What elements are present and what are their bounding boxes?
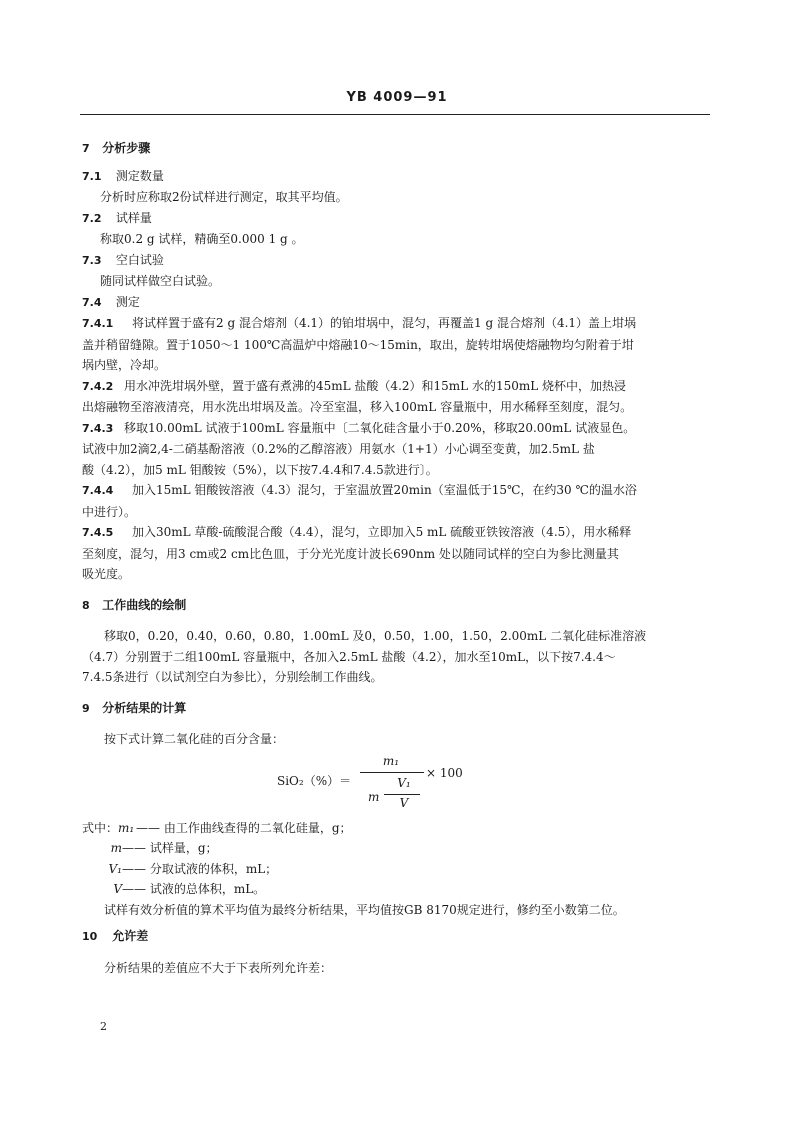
def-description: —— 分取试液的体积，mL； bbox=[122, 861, 278, 876]
section-9-heading bbox=[82, 698, 712, 720]
formula-times-100: × 100 bbox=[426, 765, 463, 780]
def-symbol: m bbox=[110, 841, 122, 855]
formula-v: V bbox=[399, 795, 409, 810]
document-body bbox=[82, 138, 712, 978]
def-description: —— 由工作曲线查得的二氧化硅量，g； bbox=[136, 820, 352, 835]
def-symbol: V₁ bbox=[108, 861, 122, 876]
formula-lhs: SiO₂（%）＝ bbox=[277, 773, 352, 788]
subsection-7-2-heading bbox=[82, 208, 712, 230]
definition-row bbox=[82, 859, 712, 880]
subsection-7-3-heading bbox=[82, 250, 712, 272]
subsection-7-4-1-line2: 盖并稍留缝隙。置于1050～1 100℃高温炉中熔融10～15min，取出，旋转坩埚使熔融物均匀附着于坩 bbox=[82, 337, 634, 352]
subsection-7-3-text: 随同试样做空白试验。 bbox=[100, 274, 221, 288]
formula-numerator: m₁ bbox=[382, 753, 400, 768]
subsection-7-4-5-line1 bbox=[82, 522, 712, 544]
section-8-line1: 移取0，0.20，0.40，0.60，0.80，1.00mL 及0，0.50，1.00，1.50，2.00mL 二氧化硅标准溶液 bbox=[104, 629, 647, 643]
subsection-7-4-4-line2: 中进行）。 bbox=[82, 504, 137, 519]
section-8-line2: （4.7）分别置于二组100mL 容量瓶中，各加入2.5mL 盐酸（4.2），加水至10mL，以下按7.4.4～ bbox=[82, 649, 616, 664]
section-10-number: 10 bbox=[82, 930, 98, 943]
subsection-7-1-text: 分析时应称取2份试样进行测定，取其平均值。 bbox=[100, 190, 348, 204]
header-rule bbox=[80, 114, 710, 115]
subsection-7-4-1-text1: 将试样置于盛有2 g 混合熔剂（4.1）的铂坩埚中，混匀，再覆盖1 g 混合熔剂（4.1）盖上坩埚 bbox=[132, 316, 637, 330]
subsection-7-2-number: 7.2 bbox=[82, 211, 102, 225]
subsection-7-4-1-number: 7.4.1 bbox=[82, 317, 114, 330]
subsection-7-4-1-line3: 埚内壁，冷却。 bbox=[82, 358, 167, 372]
subsection-7-1-heading bbox=[82, 166, 712, 188]
definition-row bbox=[82, 818, 712, 839]
def-symbol: m₁ bbox=[118, 820, 135, 835]
subsection-7-4-2-text1: 用水冲洗坩埚外壁，置于盛有煮沸的45mL 盐酸（4.2）和15mL 水的150mL 烧杯中，加热浸 bbox=[124, 378, 627, 393]
subsection-7-2-text: 称取0.2 g 试样，精确至0.000 1 g 。 bbox=[100, 232, 304, 246]
formula-denominator-m: m bbox=[368, 789, 380, 804]
section-8-line3: 7.4.5条进行（以试剂空白为参比），分别绘制工作曲线。 bbox=[82, 670, 383, 684]
def-description: —— 试液的总体积，mL。 bbox=[122, 882, 266, 896]
subsection-7-4-heading bbox=[82, 292, 712, 314]
subsection-7-4-1-line1 bbox=[82, 313, 712, 335]
page-header-title: YB 4009—91 bbox=[346, 90, 448, 105]
subsection-7-4-title: 测定 bbox=[115, 294, 140, 309]
section-9-number: 9 bbox=[82, 701, 90, 715]
subsection-7-4-5-line3: 吸光度。 bbox=[82, 567, 131, 581]
section-7-heading bbox=[82, 138, 712, 160]
definition-row bbox=[82, 838, 712, 859]
subsection-7-3-title: 空白试验 bbox=[115, 252, 164, 267]
subsection-7-4-4-number: 7.4.4 bbox=[82, 484, 114, 497]
subsection-7-3-number: 7.3 bbox=[82, 253, 102, 267]
page-number: 2 bbox=[100, 1020, 107, 1033]
silica-formula bbox=[82, 750, 712, 818]
subsection-7-4-number: 7.4 bbox=[82, 295, 102, 309]
formula-subfraction-bar bbox=[384, 794, 420, 795]
section-7-title: 分析步骤 bbox=[102, 141, 151, 155]
subsection-7-4-3-line2: 试液中加2滴2,4-二硝基酚溶液（0.2%的乙醇溶液）用氨水（1+1）小心调至变黄，加2.5mL 盐 bbox=[82, 442, 595, 456]
section-10-heading bbox=[82, 926, 712, 948]
definition-row bbox=[82, 879, 712, 900]
section-10-title: 允许差 bbox=[112, 929, 149, 943]
formula-v1: V₁ bbox=[397, 775, 411, 790]
section-10-text: 分析结果的差值应不大于下表所列允许差： bbox=[104, 960, 333, 975]
subsection-7-4-2-line1 bbox=[82, 376, 712, 398]
subsection-7-1-title: 测定数量 bbox=[115, 168, 164, 183]
section-9-title: 分析结果的计算 bbox=[102, 700, 187, 715]
subsection-7-4-3-line3: 酸（4.2），加5 mL 钼酸铵（5%），以下按7.4.4和7.4.5款进行〕。 bbox=[82, 462, 438, 477]
subsection-7-2-title: 试样量 bbox=[115, 210, 152, 225]
subsection-7-4-3-line1 bbox=[82, 418, 712, 440]
subsection-7-4-5-number: 7.4.5 bbox=[82, 526, 114, 539]
def-description: —— 试样量，g； bbox=[122, 841, 218, 855]
section-8-title: 工作曲线的绘制 bbox=[102, 597, 187, 612]
subsection-7-4-5-line2: 至刻度，混匀，用3 cm或2 cm比色皿，于分光光度计波长690nm 处以随同试样的空白为参比测量其 bbox=[82, 546, 619, 561]
section-9-intro: 按下式计算二氧化硅的百分含量： bbox=[104, 732, 285, 746]
subsection-7-1-number: 7.1 bbox=[82, 169, 102, 183]
where-label: 式中： bbox=[82, 820, 119, 835]
subsection-7-4-5-text1: 加入30mL 草酸-硫酸混合酸（4.4），混匀，立即加入5 mL 硫酸亚铁铵溶液（4.5），用水稀释 bbox=[132, 525, 632, 539]
subsection-7-4-2-line2: 出熔融物至溶液清亮，用水洗出坩埚及盖。冷至室温，移入100mL 容量瓶中，用水稀释至刻度，混匀。 bbox=[82, 400, 633, 414]
section-8-heading bbox=[82, 595, 712, 617]
subsection-7-4-4-line1 bbox=[82, 480, 712, 502]
subsection-7-4-3-text1: 移取10.00mL 试液于100mL 容量瓶中〔二氧化硅含量小于0.20%，移取20.00mL 试液显色。 bbox=[124, 420, 636, 435]
subsection-7-4-4-text1: 加入15mL 钼酸铵溶液（4.3）混匀，于室温放置20min（室温低于15℃，在约30 ℃的温水浴 bbox=[132, 483, 637, 497]
section-7-number: 7 bbox=[82, 142, 90, 155]
subsection-7-4-2-number: 7.4.2 bbox=[82, 379, 114, 393]
section-8-number: 8 bbox=[82, 598, 90, 612]
section-9-conclusion: 试样有效分析值的算术平均值为最终分析结果，平均值按GB 8170规定进行，修约至小数第二位。 bbox=[104, 902, 625, 917]
formula-fraction-bar bbox=[360, 772, 424, 773]
def-symbol: V bbox=[113, 882, 122, 896]
subsection-7-4-3-number: 7.4.3 bbox=[82, 421, 114, 435]
